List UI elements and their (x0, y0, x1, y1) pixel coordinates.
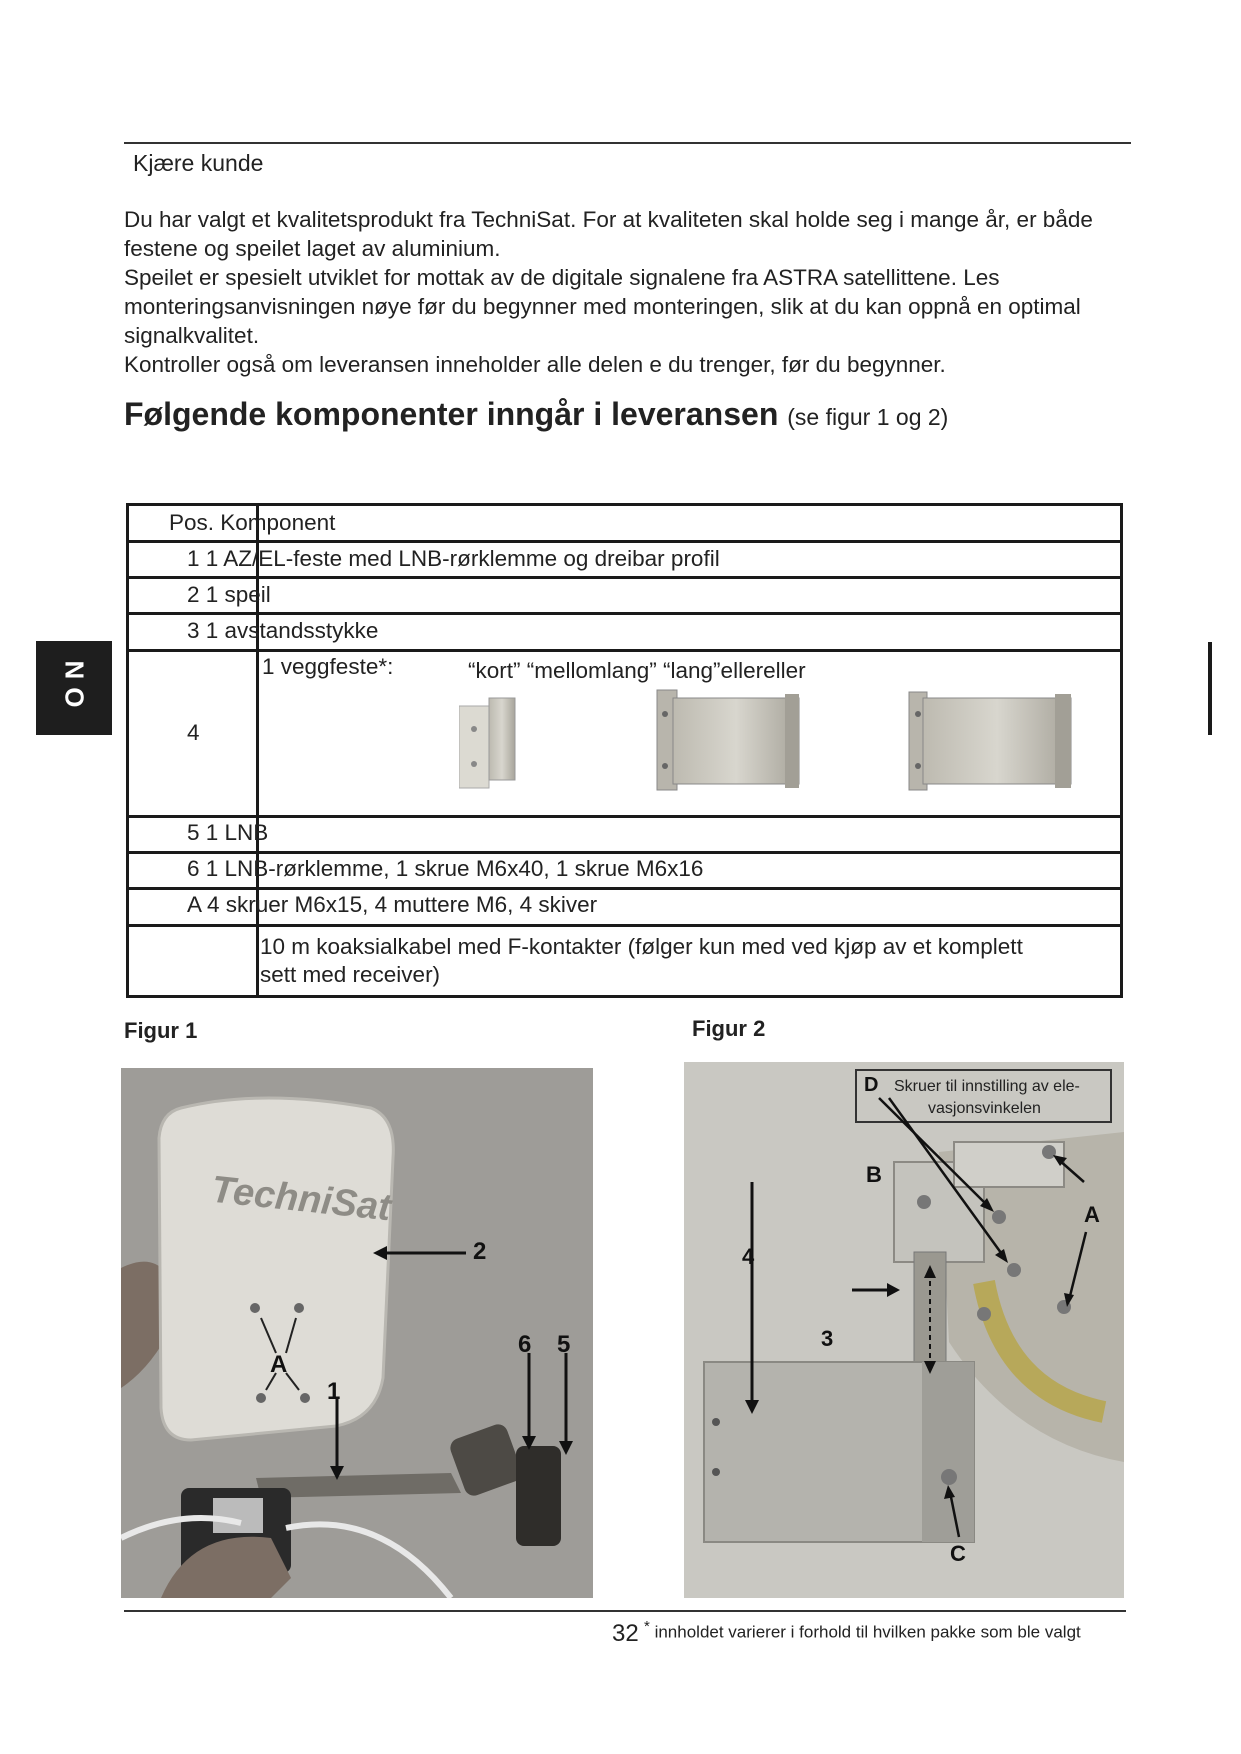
figure-2-label: Figur 2 (692, 1016, 766, 1041)
note-line-2: vasjonsvinkelen (928, 1100, 1041, 1117)
wall-bracket-images (459, 684, 1099, 809)
callout-a-screws: A (270, 1351, 288, 1378)
long-bracket-image (909, 692, 1071, 790)
table-header: Pos. Komponent (169, 510, 336, 535)
table-row-4-pos: 4 (187, 720, 200, 745)
callout-3: 3 (821, 1326, 834, 1351)
callout-c: C (950, 1541, 966, 1566)
table-row-divider (129, 540, 1120, 543)
short-bracket-image (459, 698, 515, 788)
table-row-2: 2 1 speil (187, 582, 271, 607)
table-row-divider (129, 649, 1120, 652)
page-number: 32 (612, 1620, 639, 1647)
callout-2: 2 (473, 1238, 487, 1265)
figure-1-photo (121, 1068, 593, 1598)
table-row-divider (129, 924, 1120, 927)
language-tab (36, 641, 112, 735)
intro-text (124, 205, 1124, 379)
figure-2-illustration (684, 1062, 1124, 1598)
table-row-3: 3 1 avstandsstykke (187, 618, 379, 643)
table-row-divider (129, 576, 1120, 579)
intro-paragraph-2: Speilet er spesielt utviklet for mottak av de digitale signalene fra ASTRA satellittene. Les monteringsanvisningen nøye før du begynner med monteringen, slik at du kan oppnå en optimal signalkvalitet. (124, 265, 1081, 348)
figure-2-photo (684, 1062, 1124, 1598)
bottom-rule (124, 1610, 1126, 1612)
note-line-1: Skruer til innstilling av ele- (894, 1078, 1080, 1095)
figure-1-label: Figur 1 (124, 1018, 198, 1043)
section-heading (124, 396, 948, 433)
table-row-1: 1 1 AZ/EL-feste med LNB-rørklemme og dreibar profil (187, 546, 720, 571)
top-rule (124, 142, 1131, 144)
table-row-cable-line-2: sett med receiver) (260, 962, 441, 987)
table-row-divider (129, 887, 1120, 890)
callout-a: A (1084, 1202, 1100, 1227)
side-marker (1208, 642, 1212, 735)
intro-paragraph-1: Du har valgt et kvalitetsprodukt fra TechniSat. For at kvaliteten skal holde seg i mange år, er både festene og speilet laget av aluminium. (124, 207, 1093, 261)
callout-5: 5 (557, 1331, 571, 1358)
table-row-cable-line-1: 10 m koaksialkabel med F-kontakter (følger kun med ved kjøp av et komplett (260, 934, 1023, 959)
language-tab-label: NO (59, 660, 90, 716)
intro-paragraph-3: Kontroller også om leveransen inneholder alle delen e du trenger, før du begynner. (124, 352, 946, 377)
footer-note (644, 1618, 1081, 1643)
callout-b: B (866, 1162, 882, 1187)
footer-asterisk: * (644, 1618, 650, 1635)
greeting: Kjære kunde (133, 150, 264, 176)
callout-6: 6 (518, 1331, 532, 1358)
section-heading-main: Følgende komponenter inngår i leveransen (124, 396, 779, 432)
table-row-5: 5 1 LNB (187, 820, 269, 845)
medium-bracket-image (657, 690, 799, 790)
table-row-a: A 4 skruer M6x15, 4 muttere M6, 4 skiver (187, 892, 598, 917)
table-row-4-variants: “kort” “mellomlang” “lang”ellereller (468, 658, 806, 683)
table-row-divider (129, 612, 1120, 615)
technisat-logo: TechniSat (209, 1168, 393, 1230)
note-letter-d: D (864, 1074, 879, 1096)
components-table (126, 503, 1123, 998)
table-row-divider (129, 851, 1120, 854)
table-row-divider (129, 815, 1120, 818)
table-row-6: 6 1 LNB-rørklemme, 1 skrue M6x40, 1 skrue M6x16 (187, 856, 704, 881)
callout-1: 1 (327, 1378, 341, 1405)
table-column-divider (256, 506, 259, 995)
callout-4: 4 (742, 1244, 755, 1269)
footer-note-text: innholdet varierer i forhold til hvilken pakke som ble valgt (654, 1622, 1081, 1642)
section-heading-sub: (se figur 1 og 2) (787, 404, 949, 430)
dish-shape (159, 1098, 393, 1440)
table-row-4-label: 1 veggfeste*: (262, 654, 394, 679)
